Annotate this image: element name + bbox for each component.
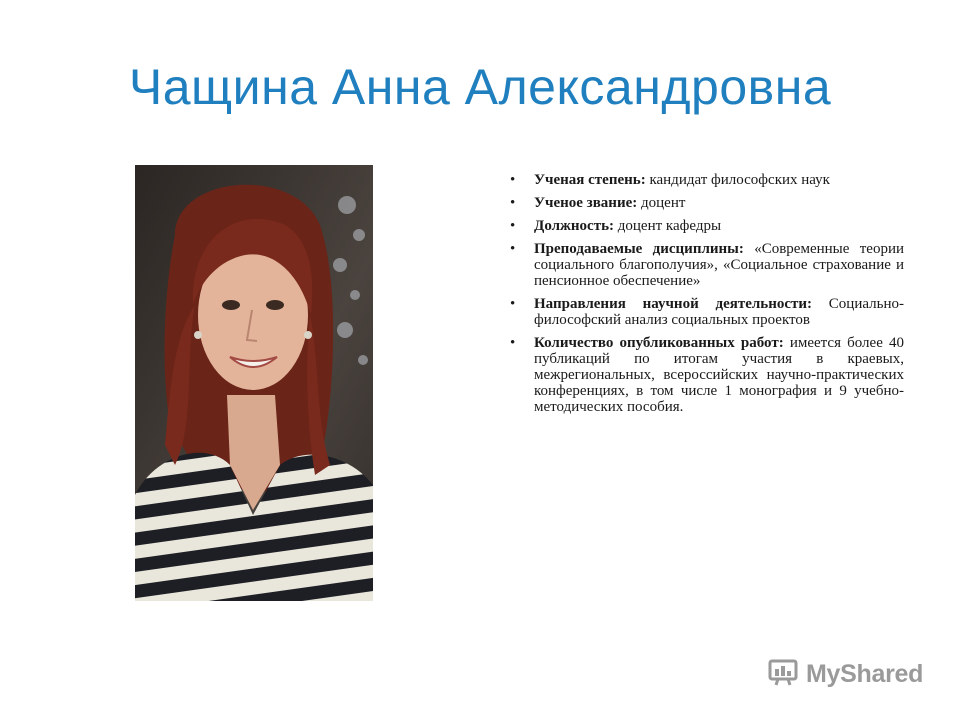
profile-info-list <box>510 172 904 422</box>
portrait-illustration <box>135 165 373 601</box>
info-value: Социально-философский анализ социальных проектов <box>534 296 904 328</box>
info-label: Направления научной деятельности: <box>534 296 813 312</box>
info-value: кандидат философских наук <box>645 172 830 188</box>
info-label: Количество опубликованных работ: <box>534 335 784 351</box>
info-value: доцент <box>637 195 686 211</box>
info-item-degree <box>510 172 904 188</box>
info-value: «Современные теории социального благополучия», «Социальное страхование и пенсионное обеспечение» <box>534 241 904 289</box>
info-item-publications <box>510 335 904 415</box>
info-item-rank <box>510 195 904 211</box>
info-item-research <box>510 296 904 328</box>
watermark-text: MyShared <box>806 659 924 688</box>
info-item-disciplines <box>510 241 904 289</box>
page-title: Чащина Анна Александровна <box>128 59 832 115</box>
info-label: Преподаваемые дисциплины: <box>534 241 744 257</box>
info-item-position <box>510 218 904 234</box>
info-value: имеется более 40 публикаций по итогам участия в краевых, межрегиональных, всероссийских научно-практических конференциях, в том числе 1 монография и 9 учебно-методических пособия. <box>534 335 904 415</box>
myshared-logo-icon <box>768 657 802 692</box>
info-label: Ученое звание: <box>534 195 638 211</box>
myshared-watermark <box>768 656 923 692</box>
info-label: Ученая степень: <box>534 172 646 188</box>
info-value: доцент кафедры <box>614 218 722 234</box>
portrait-photo <box>135 165 373 601</box>
info-label: Должность: <box>534 218 615 234</box>
